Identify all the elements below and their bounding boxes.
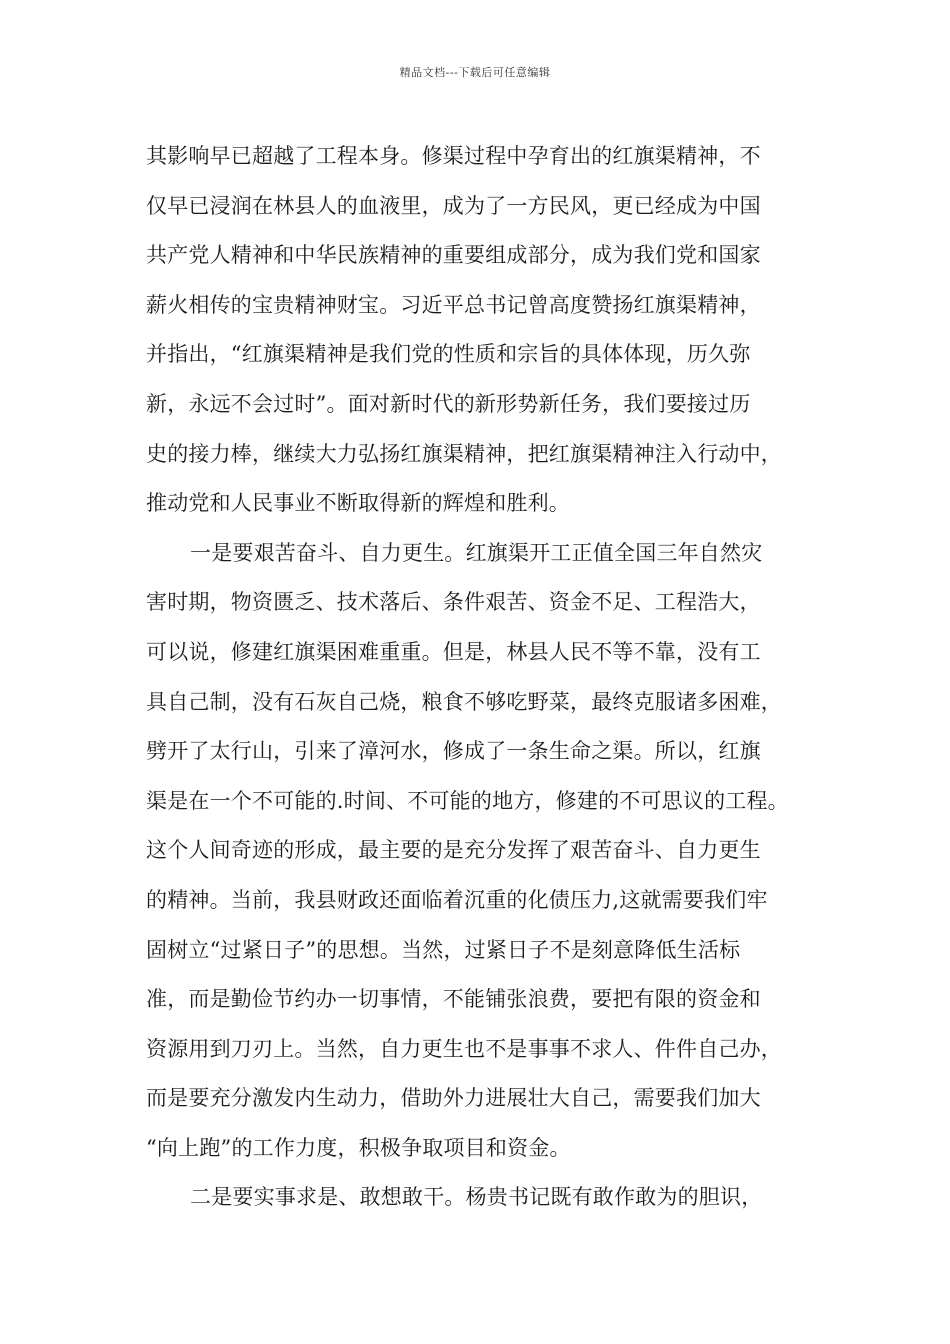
paragraph-1-line-8: 推动党和人民事业不断取得新的辉煌和胜利。 [146,491,570,516]
paragraph-2-line-6: 渠是在一个不可能的.时间、不可能的地方，修建的不可思议的工程。 [146,788,789,813]
paragraph-2-line-7: 这个人间奇迹的形成，最主要的是充分发挥了艰苦奋斗、自力更生 [146,838,761,863]
paragraph-2-line-5: 劈开了太行山，引来了漳河水，修成了一条生命之渠。所以，红旗 [146,739,761,764]
paragraph-2-line-1: 一是要艰苦奋斗、自力更生。红旗渠开工正值全国三年自然灾 [190,540,763,565]
paragraph-1-line-4: 薪火相传的宝贵精神财宝。习近平总书记曾高度赞扬红旗渠精神， [146,292,761,317]
page-header: 精品文档---下载后可任意编辑 [399,66,551,79]
paragraph-2-line-2: 害时期，物资匮乏、技术落后、条件艰苦、资金不足、工程浩大， [146,590,761,615]
paragraph-2-line-13: “向上跑”的工作力度，积极争取项目和资金。 [146,1135,571,1160]
paragraph-1-line-3: 共产党人精神和中华民族精神的重要组成部分，成为我们党和国家 [146,243,761,268]
paragraph-2-line-9: 固树立“过紧日子”的思想。当然，过紧日子不是刻意降低生活标 [146,937,741,962]
paragraph-2-line-12: 而是要充分激发内生动力，借助外力进展壮大自己，需要我们加大 [146,1086,761,1111]
paragraph-2-line-10: 准，而是勤俭节约办一切事情，不能铺张浪费，要把有限的资金和 [146,987,761,1012]
paragraph-1-line-6: 新，永远不会过时”。面对新时代的新形势新任务，我们要接过历 [146,391,751,416]
paragraph-1-line-5: 并指出，“红旗渠精神是我们党的性质和宗旨的具体体现，历久弥 [146,342,751,367]
paragraph-2-line-4: 具自己制，没有石灰自己烧，粮食不够吃野菜，最终克服诸多困难， [146,689,782,714]
paragraph-2-line-3: 可以说，修建红旗渠困难重重。但是，林县人民不等不靠，没有工 [146,639,761,664]
paragraph-2-line-8: 的精神。当前，我县财政还面临着沉重的化债压力,这就需要我们牢 [146,887,768,912]
paragraph-1-line-7: 史的接力棒，继续大力弘扬红旗渠精神，把红旗渠精神注入行动中， [146,441,782,466]
document-body [146,132,826,1223]
paragraph-1-line-1: 其影响早已超越了工程本身。修渠过程中孕育出的红旗渠精神，不 [146,144,761,168]
paragraph-3-line-1: 二是要实事求是、敢想敢干。杨贵书记既有敢作敢为的胆识， [190,1185,763,1210]
paragraph-1-line-2: 仅早已浸润在林县人的血液里，成为了一方民风，更已经成为中国 [146,193,761,218]
paragraph-2-line-11: 资源用到刀刃上。当然，自力更生也不是事事不求人、件件自己办， [146,1036,782,1061]
